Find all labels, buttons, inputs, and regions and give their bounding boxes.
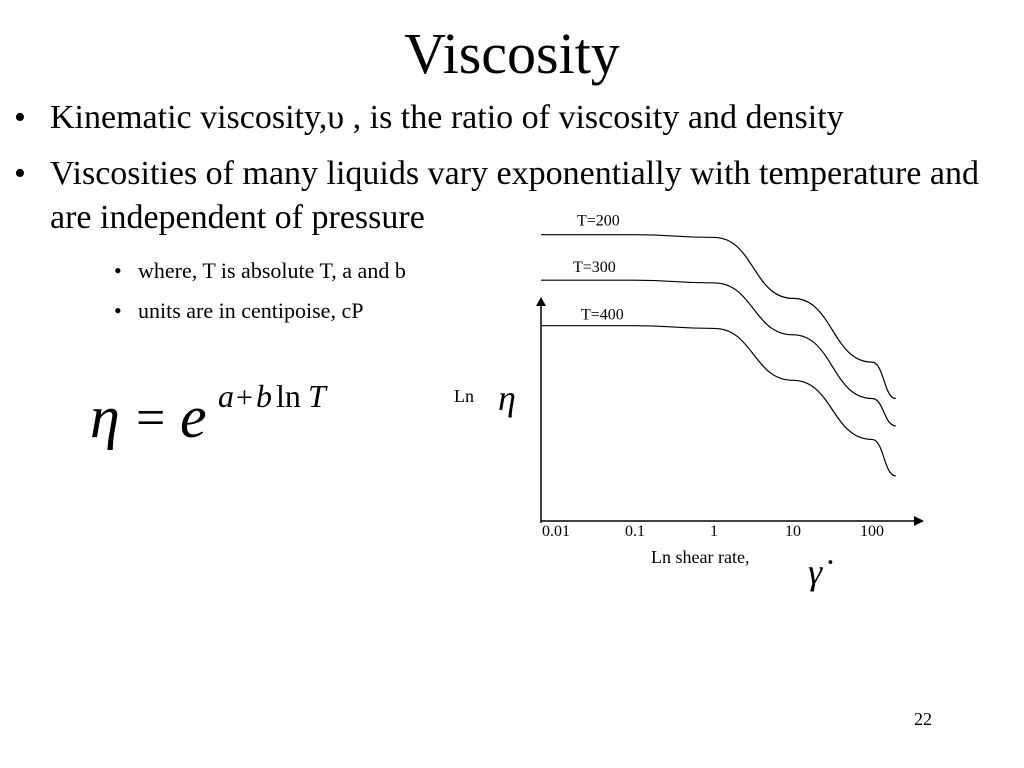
bullet-marker: • <box>14 99 26 136</box>
equation-exp-t: T <box>308 378 326 414</box>
equation-exp-a: a <box>218 378 234 414</box>
equation-exp-b: b <box>256 378 272 414</box>
series-line-t-400 <box>541 326 896 476</box>
series-labels <box>573 213 624 324</box>
x-tick-label: 100 <box>860 523 884 540</box>
series-label: T=300 <box>573 259 616 277</box>
equation-equals: = <box>136 390 166 447</box>
sub-bullet-marker: • <box>114 298 122 323</box>
x-tick-label: 10 <box>785 523 801 540</box>
y-axis-arrowhead <box>536 297 546 306</box>
y-axis-label-prefix: Ln <box>454 386 474 406</box>
sub-bullet-text: where, T is absolute T, a and b <box>138 258 406 283</box>
bullet-text: Kinematic viscosity,υ , is the ratio of viscosity and density <box>50 99 844 136</box>
bullet-marker: • <box>14 155 26 192</box>
y-axis-label-symbol: η <box>498 378 516 418</box>
viscosity-equation <box>90 378 328 450</box>
page-number: 22 <box>914 709 932 729</box>
x-tick-label: 0.1 <box>625 523 645 540</box>
sub-bullet-marker: • <box>114 258 122 283</box>
sub-bullet-text: units are in centipoise, cP <box>138 298 364 323</box>
x-tick-labels <box>542 523 884 540</box>
x-tick-label: 0.01 <box>542 523 570 540</box>
series-line-t-300 <box>541 280 896 426</box>
series-label: T=400 <box>581 306 624 324</box>
series-label: T=200 <box>577 212 620 230</box>
x-axis-arrowhead <box>914 516 924 526</box>
x-axis-label: Ln shear rate, <box>651 547 750 567</box>
viscosity-shear-chart <box>454 213 924 592</box>
slide-title: Viscosity <box>404 21 620 86</box>
equation-exp-plus: + <box>236 381 253 414</box>
x-axis-label-symbol: γ̇ <box>808 552 823 592</box>
bullet-text: Viscosities of many liquids vary exponentially with temperature and are independent of pressure <box>50 155 979 236</box>
equation-eta: η <box>90 384 120 450</box>
equation-exp-ln: ln <box>276 378 301 414</box>
x-tick-label: 1 <box>710 523 718 540</box>
equation-base-e: e <box>180 384 207 450</box>
